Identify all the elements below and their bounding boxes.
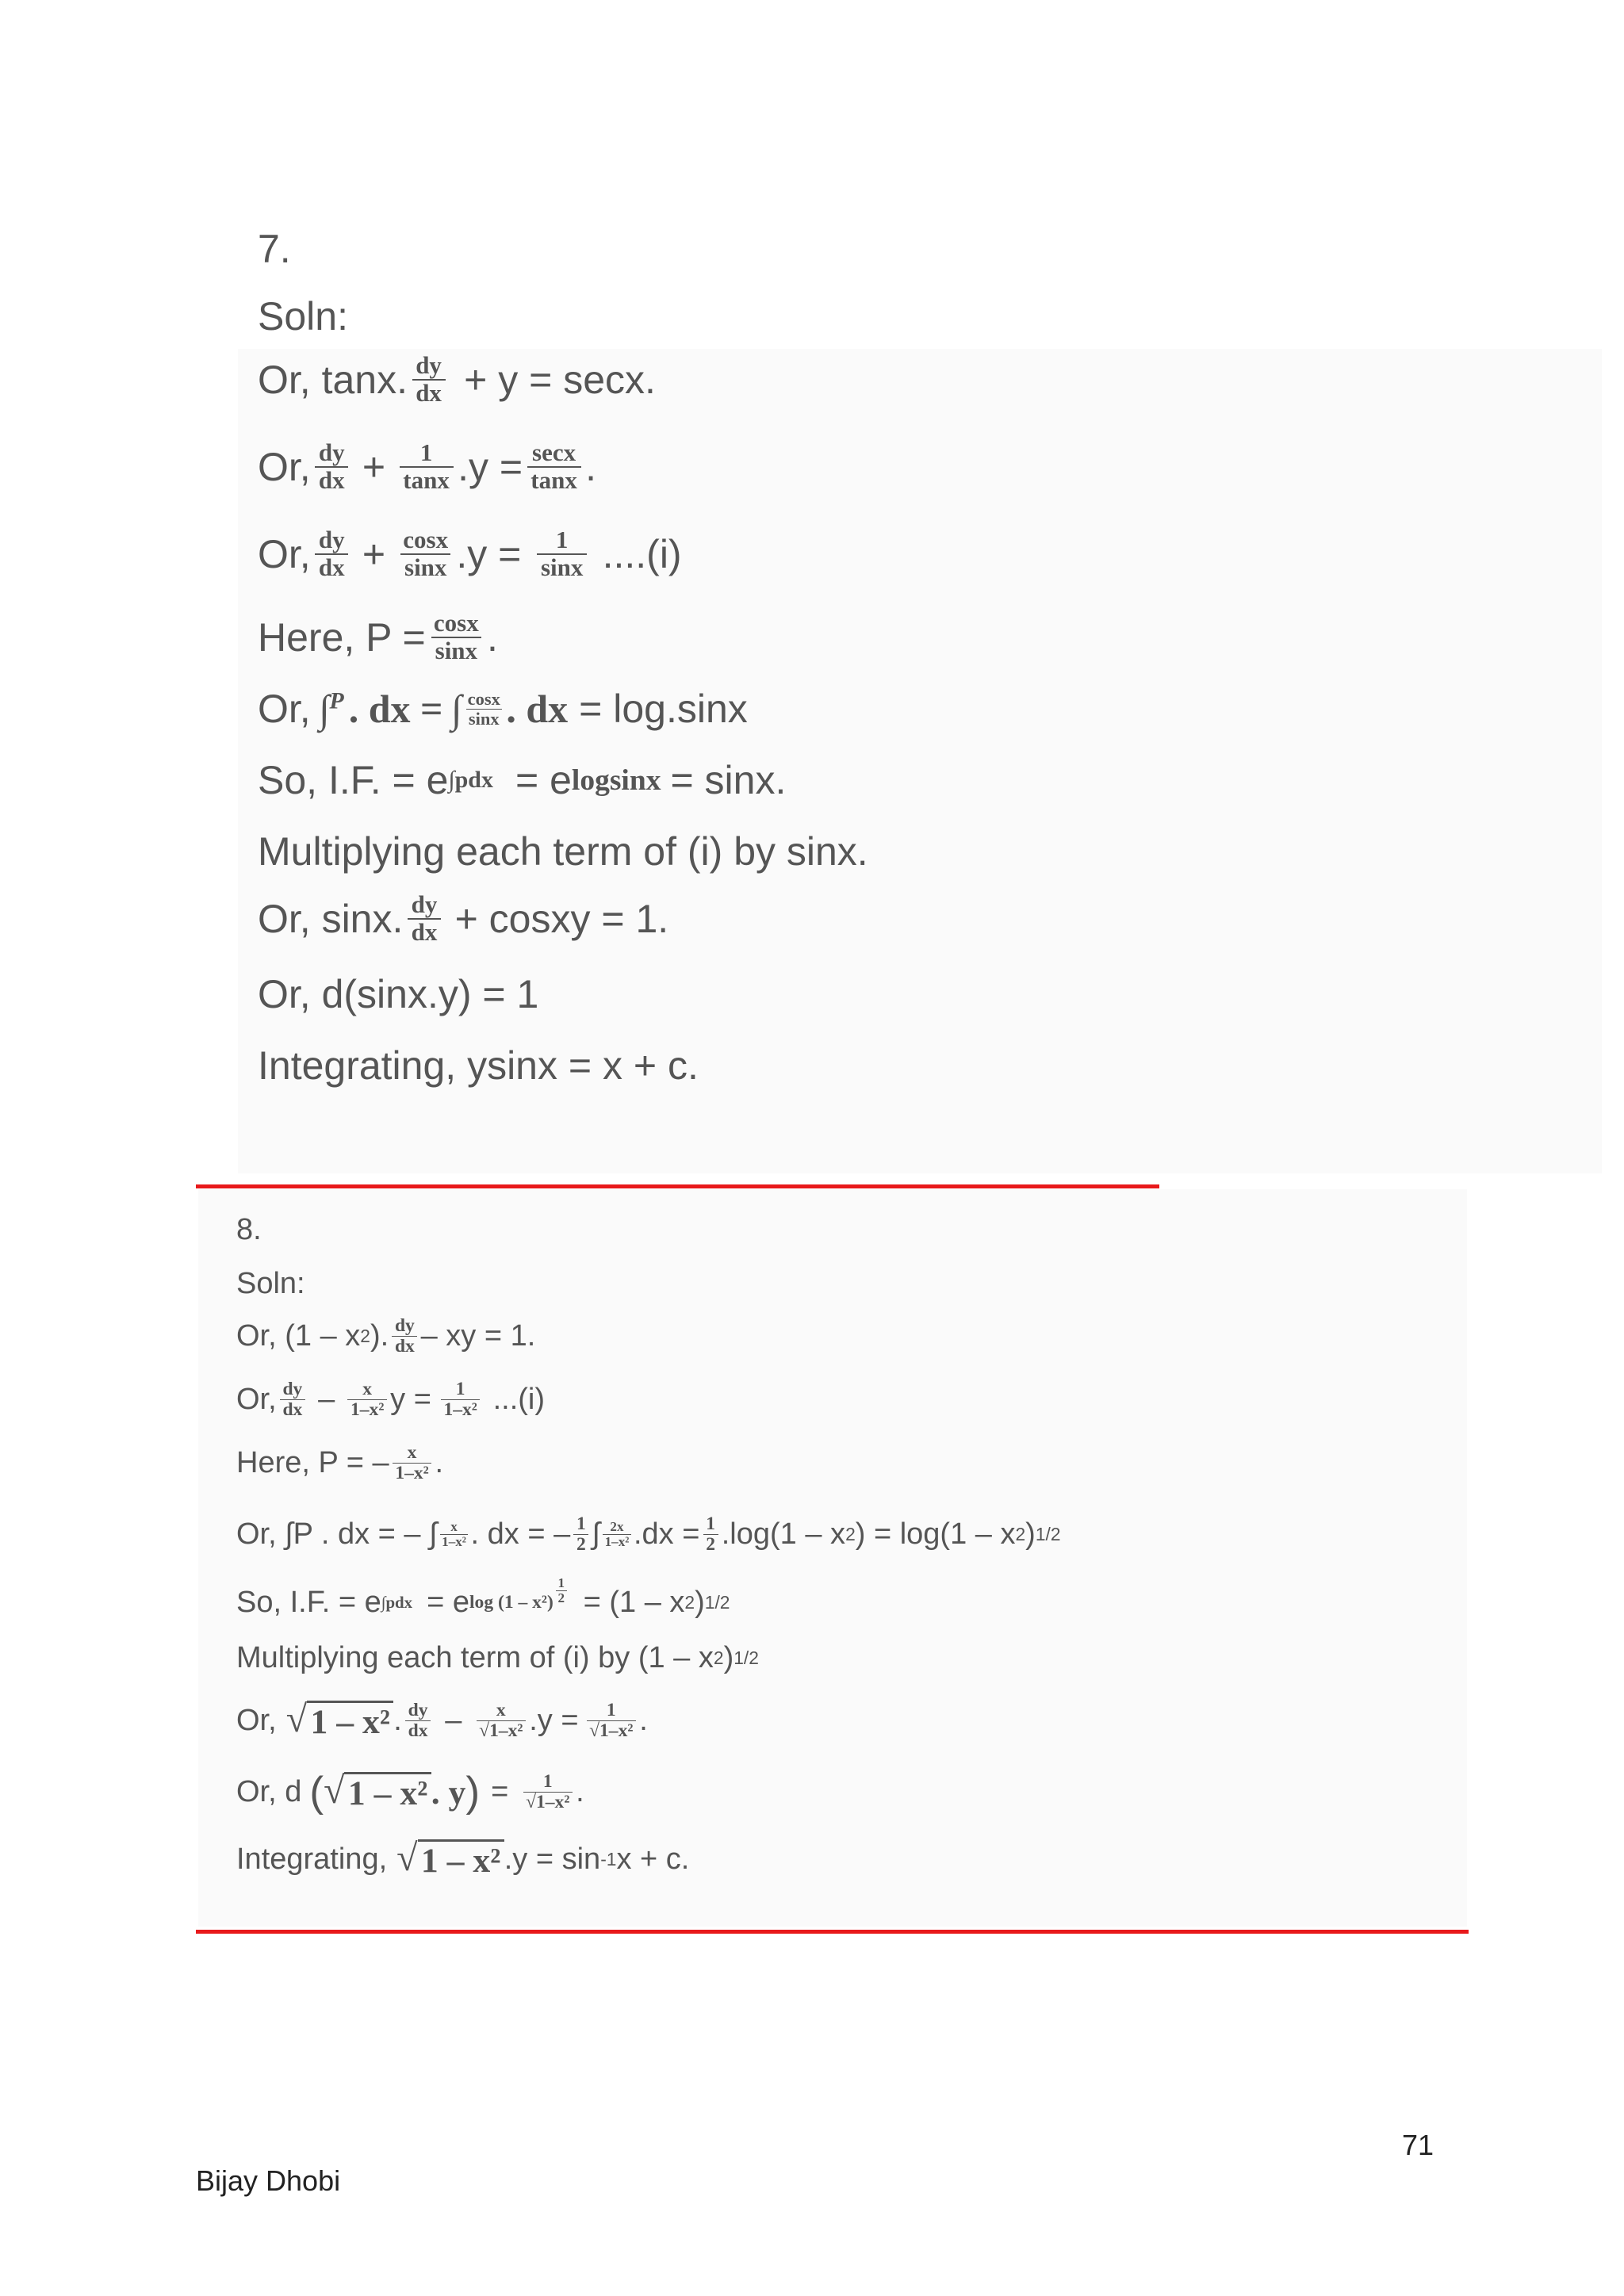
- equation-line: Multiplying each term of (i) by sinx.: [258, 829, 868, 874]
- equation-line: So, I.F. = e ∫pdx = e logsinx = sinx.: [258, 758, 787, 802]
- equation-line: Integrating, √ 1 – x² .y = sin -1 x + c.: [236, 1837, 690, 1880]
- equation-line: Or, $\frac{dy}{dx}$ + $\frac{\cos x}{\sin x}$ .y = $\frac{1}{\sin x}$ ....(i): [258, 526, 682, 581]
- equation-line: Or, √ 1 – x² . $\frac{dy}{dx}$ – $\frac{x}{\text{√1–x²}}$ .y = $\frac{1}{\text{√1–x²}}$ .: [236, 1698, 648, 1742]
- equation-line: Integrating, ysinx = x + c.: [258, 1043, 699, 1088]
- equation-line: Or, ∫P . dx = – ∫ $\frac{x}{\text{1–x²}}$ . dx = – $\frac{1}{2}$ ∫ $\frac{2x}{\text{1–x²}}$ .dx = $\frac{1}{2}$ .log(1 – x 2 ) = log(1 – x 2 ) 1/2: [236, 1513, 1061, 1555]
- page-number: 71: [1402, 2129, 1434, 2161]
- equation-line: Or, $\frac{dy}{dx}$ + $\frac{1}{\tan x}$ .y = $\frac{\sec x}{\tan x}$ .: [258, 438, 596, 494]
- problem-number: 8.: [236, 1213, 262, 1246]
- solution-heading: Soln:: [258, 294, 348, 339]
- problem-number: 7.: [258, 227, 291, 271]
- equation-line: Or, tanx. $\frac{dy}{dx}$ + y = secx.: [258, 351, 656, 407]
- equation-line: Or, d(sinx.y) = 1: [258, 972, 539, 1016]
- equation-line: Or, ∫$^P$ . dx = ∫ $\frac{\cos x}{\sin x}$ . dx = log.sinx: [258, 687, 748, 731]
- equation-line: Or, d ( √ 1 – x² . y ) = $\frac{1}{\text{√1–x²}}$ .: [236, 1769, 584, 1816]
- divider-line: [196, 1184, 1159, 1188]
- author-name: Bijay Dhobi: [196, 2164, 341, 2197]
- equation-line: Here, P = – $\frac{x}{\text{1–x²}}$ .: [236, 1442, 444, 1483]
- equation-line: Or, (1 – x 2 ). $\frac{dy}{dx}$ – xy = 1.: [236, 1315, 536, 1357]
- equation-line: Multiplying each term of (i) by (1 – x 2 ) 1/2: [236, 1641, 759, 1674]
- equation-line: Or, sinx. $\frac{dy}{dx}$ + cosxy = 1.: [258, 890, 669, 946]
- solution-heading: Soln:: [236, 1267, 305, 1300]
- equation-line: So, I.F. = e ∫pdx = e log (1 – x²) $\frac{1}{2}$ = (1 – x 2 ) 1/2: [236, 1575, 730, 1619]
- equation-line: Here, P = $\frac{\cos x}{\sin x}$ .: [258, 609, 498, 664]
- divider-line: [196, 1930, 1469, 1934]
- equation-line: Or, $\frac{dy}{dx}$ – $\frac{x}{\text{1–x²}}$ y = $\frac{1}{\text{1–x²}}$ ...(i): [236, 1379, 546, 1420]
